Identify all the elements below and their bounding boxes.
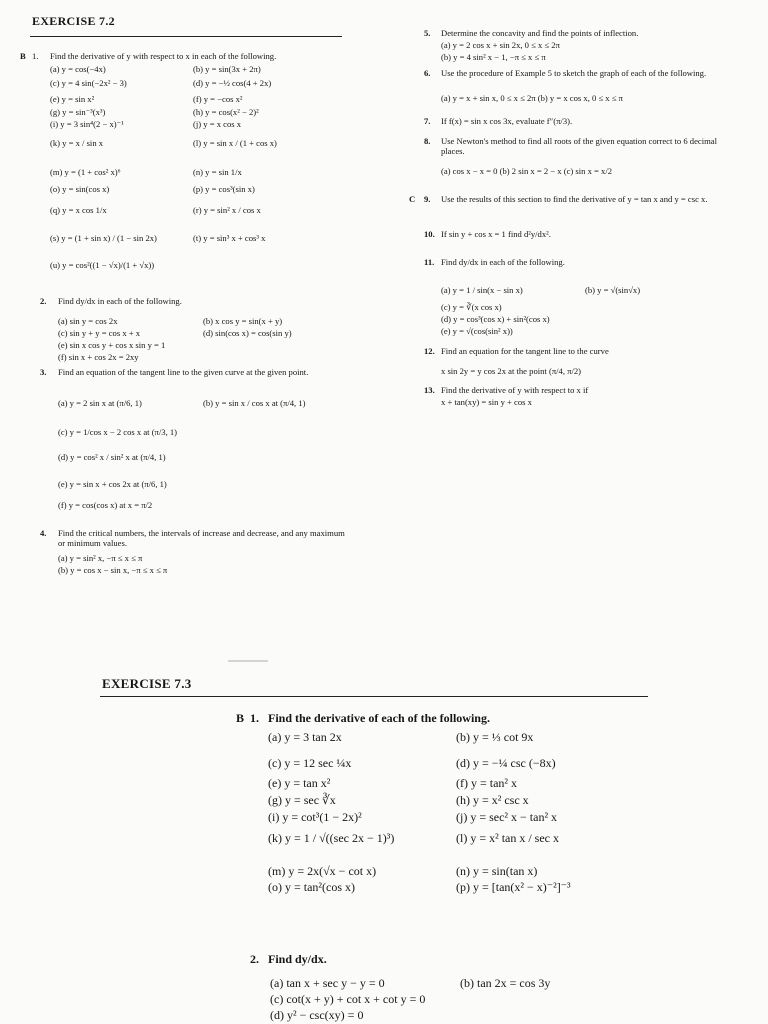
q4-stem: Find the critical numbers, the intervals of increase and decrease, and any maximum or minimum values. (58, 528, 345, 549)
q3-num: 3. (40, 367, 47, 377)
q6-items: (a) y = x + sin x, 0 ≤ x ≤ 2π (b) y = x cos x, 0 ≤ x ≤ π (441, 93, 623, 103)
q7-stem: If f(x) = sin x cos 3x, evaluate f″(π/3). (441, 116, 573, 126)
ex73-q1-item: (e) y = tan x² (268, 776, 331, 790)
q1-item: (u) y = cos²((1 − √x)/(1 + √x)) (50, 260, 155, 270)
q12-stem: Find an equation for the tangent line to the curve (441, 346, 609, 356)
q2-item: (f) sin x + cos 2x = 2xy (58, 352, 139, 362)
q1-item: (l) y = sin x / (1 + cos x) (193, 138, 277, 148)
q8-num: 8. (424, 136, 431, 146)
ex73-q2-stem: Find dy/dx. (268, 952, 327, 966)
q2-item: (b) x cos y = sin(x + y) (203, 316, 283, 326)
q8-items: (a) cos x − x = 0 (b) 2 sin x = 2 − x (c) sin x = x/2 (441, 166, 613, 176)
q9-num: 9. (424, 194, 431, 204)
q1-item: (h) y = cos(x² − 2)² (193, 107, 259, 117)
ex73-q2-item: (b) tan 2x = cos 3y (460, 976, 551, 990)
q3-stem: Find an equation of the tangent line to the given curve at the given point. (58, 367, 309, 377)
q3-item: (f) y = cos(cos x) at x = π/2 (58, 500, 153, 510)
ex73-q1-item: (f) y = tan² x (456, 776, 518, 790)
q9-stem: Use the results of this section to find the derivative of y = tan x and y = csc x. (441, 194, 708, 204)
q11-item: (a) y = 1 / sin(x − sin x) (441, 285, 523, 295)
ex73-q1-item: (d) y = −¼ csc (−8x) (456, 756, 556, 770)
q1-item: (a) y = cos(−4x) (50, 64, 106, 74)
q10-num: 10. (424, 229, 435, 239)
q1-item: (g) y = sin⁻³(x³) (50, 107, 106, 117)
q1-item: (r) y = sin² x / cos x (193, 205, 261, 215)
q1-section-label: B (20, 51, 26, 61)
ex73-q1-item: (j) y = sec² x − tan² x (456, 810, 558, 824)
q12-num: 12. (424, 346, 435, 356)
q8-stem: Use Newton's method to find all roots of the given equation correct to 6 decimal places. (441, 136, 717, 157)
title-rule-2 (100, 696, 648, 697)
q3-item: (a) y = 2 sin x at (π/6, 1) (58, 398, 142, 408)
q5-item-b: (b) y = 4 sin² x − 1, −π ≤ x ≤ π (441, 52, 546, 62)
title-rule (30, 36, 342, 37)
q4-item-b: (b) y = cos x − sin x, −π ≤ x ≤ π (58, 565, 168, 575)
ex73-q2-item: (d) y² − csc(xy) = 0 (270, 1008, 364, 1022)
q11-stem: Find dy/dx in each of the following. (441, 257, 565, 267)
exercise-7-3-title: EXERCISE 7.3 (102, 676, 192, 691)
q5-stem: Determine the concavity and find the points of inflection. (441, 28, 639, 38)
q1-item: (b) y = sin(3x + 2π) (193, 64, 261, 74)
ex73-q1-item: (o) y = tan²(cos x) (268, 880, 356, 894)
q5-item-a: (a) y = 2 cos x + sin 2x, 0 ≤ x ≤ 2π (441, 40, 560, 50)
q1-item: (p) y = cos³(sin x) (193, 184, 255, 194)
q3-item: (d) y = cos² x / sin² x at (π/4, 1) (58, 452, 166, 462)
q1-item: (n) y = sin 1/x (193, 167, 242, 177)
ex73-q1-item: (c) y = 12 sec ¼x (268, 756, 352, 770)
q1-item: (c) y = 4 sin(−2x² − 3) (50, 78, 127, 88)
ex73-q2-item: (a) tan x + sec y − y = 0 (270, 976, 385, 990)
q4-num: 4. (40, 528, 47, 538)
q11-item: (c) y = ∛(x cos x) (441, 302, 502, 312)
q4-item-a: (a) y = sin² x, −π ≤ x ≤ π (58, 553, 143, 563)
q10-stem: If sin y + cos x = 1 find d²y/dx². (441, 229, 551, 239)
ex73-q1-item: (m) y = 2x(√x − cot x) (268, 864, 377, 878)
ex73-q1-item: (b) y = ⅓ cot 9x (456, 730, 534, 744)
q12-line2: x sin 2y = y cos 2x at the point (π/4, π/2) (441, 366, 582, 376)
q1-item: (f) y = −cos x² (193, 94, 243, 104)
ex73-q1-section-label: B (236, 711, 245, 725)
ex73-q1-item: (k) y = 1 / √((sec 2x − 1)³) (268, 831, 395, 845)
q3-item: (e) y = sin x + cos 2x at (π/6, 1) (58, 479, 167, 489)
q3-item: (c) y = 1/cos x − 2 cos x at (π/3, 1) (58, 427, 178, 437)
ex73-q2-item: (c) cot(x + y) + cot x + cot y = 0 (270, 992, 426, 1006)
q1-item: (m) y = (1 + cos² x)⁶ (50, 167, 121, 177)
q3-item: (b) y = sin x / cos x at (π/4, 1) (203, 398, 306, 408)
q2-item: (d) sin(cos x) = cos(sin y) (203, 328, 292, 338)
q2-item: (a) sin y = cos 2x (58, 316, 118, 326)
q1-item: (s) y = (1 + sin x) / (1 − sin 2x) (50, 233, 157, 243)
ex73-q1-item: (p) y = [tan(x² − x)⁻²]⁻³ (456, 880, 571, 894)
q2-stem: Find dy/dx in each of the following. (58, 296, 182, 306)
ex73-q1-stem: Find the derivative of each of the following. (268, 711, 490, 725)
ex73-q1-item: (a) y = 3 tan 2x (268, 730, 342, 744)
q13-line2: x + tan(xy) = sin y + cos x (441, 397, 532, 407)
q5-num: 5. (424, 28, 431, 38)
q1-stem: Find the derivative of y with respect to x in each of the following. (50, 51, 277, 61)
ex73-q1-item: (i) y = cot³(1 − 2x)² (268, 810, 362, 824)
q1-num: 1. (32, 51, 39, 61)
q2-item: (e) sin x cos y + cos x sin y = 1 (58, 340, 166, 350)
q13-stem: Find the derivative of y with respect to x if (441, 385, 589, 395)
q1-item: (k) y = x / sin x (50, 138, 104, 148)
q2-item: (c) sin y + y = cos x + x (58, 328, 141, 338)
q11-item: (d) y = cos³(cos x) + sin²(cos x) (441, 314, 550, 324)
scan-smudge (228, 660, 268, 662)
exercise-7-2-title: EXERCISE 7.2 (32, 14, 115, 28)
ex73-q1-num: 1. (250, 711, 259, 725)
q1-item: (t) y = sin³ x + cos³ x (193, 233, 266, 243)
ex73-q1-item: (l) y = x² tan x / sec x (456, 831, 560, 845)
ex73-q2-num: 2. (250, 952, 259, 966)
q2-num: 2. (40, 296, 47, 306)
q6-stem: Use the procedure of Example 5 to sketch the graph of each of the following. (441, 68, 707, 78)
q11-item: (b) y = √(sin√x) (585, 285, 641, 295)
ex73-q1-item: (n) y = sin(tan x) (456, 864, 538, 878)
q7-num: 7. (424, 116, 431, 126)
ex73-q1-item: (g) y = sec ∛x (268, 793, 336, 807)
q11-item: (e) y = √(cos(sin² x)) (441, 326, 513, 336)
ex73-q1-item: (h) y = x² csc x (456, 793, 529, 807)
q1-item: (e) y = sin x² (50, 94, 95, 104)
q11-num: 11. (424, 257, 435, 267)
q1-item: (i) y = 3 sin⁴(2 − x)⁻¹ (50, 119, 124, 129)
q1-item: (j) y = x cos x (193, 119, 242, 129)
q1-item: (q) y = x cos 1/x (50, 205, 107, 215)
q6-num: 6. (424, 68, 431, 78)
q1-item: (d) y = −½ cos(4 + 2x) (193, 78, 272, 88)
q13-num: 13. (424, 385, 435, 395)
q9-section-label: C (409, 194, 416, 204)
q1-item: (o) y = sin(cos x) (50, 184, 110, 194)
